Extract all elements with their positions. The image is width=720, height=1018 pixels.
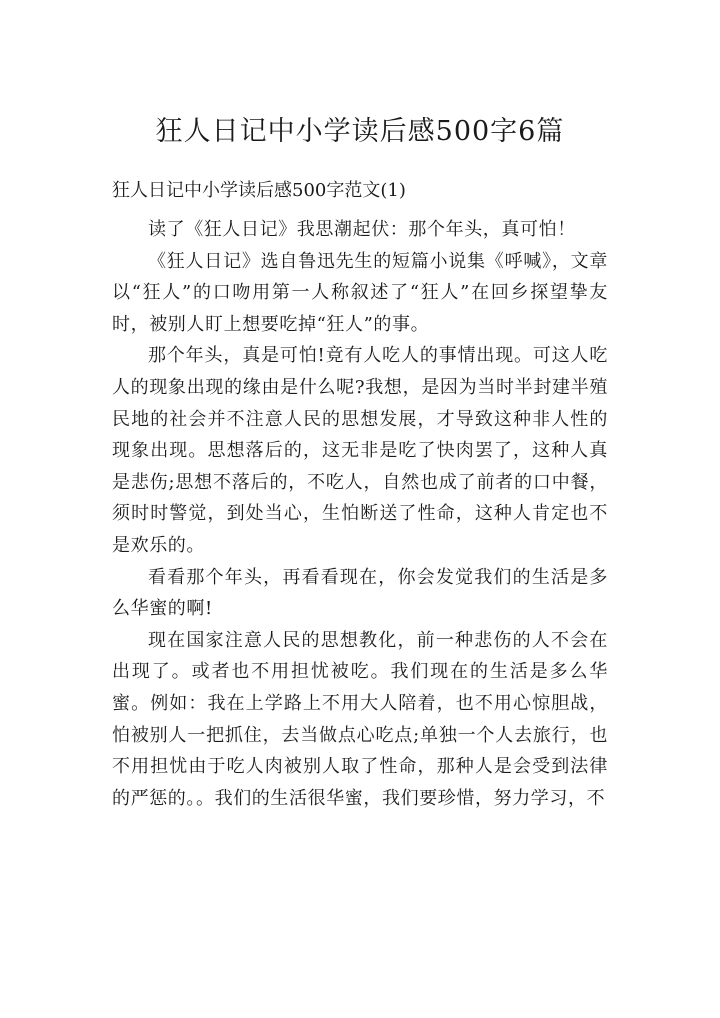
paragraph: 现在国家注意人民的思想教化，前一种悲伤的人不会在出现了。或者也不用担忧被吃。我们现在的生活是多么华蜜。例如：我在上学路上不用大人陪着，也不用心惊胆战，怕被别人一把抓住，去当做点心吃点;单独一个人去旅行，也不用担忧由于吃人肉被别人取了性命，那种人是会受到法律的严惩的。。我们的生活很华蜜，我们要珍惜，努力学习，不 xyxy=(112,629,608,809)
paragraph: 那个年头，真是可怕!竟有人吃人的事情出现。可这人吃人的现象出现的缘由是什么呢?我想，是因为当时半封建半殖民地的社会并不注意人民的思想发展，才导致这种非人性的现象出现。思想落后的，这无非是吃了快肉罢了，这种人真是悲伤;思想不落后的，不吃人，自然也成了前者的口中餐，须时时警觉，到处当心，生怕断送了性命，这种人肯定也不是欢乐的。 xyxy=(112,345,608,556)
document-body xyxy=(112,214,608,814)
paragraph: 看看那个年头，再看看现在，你会发觉我们的生活是多么华蜜的啊! xyxy=(112,566,608,620)
paragraph: 读了《狂人日记》我思潮起伏：那个年头，真可怕！ xyxy=(148,219,576,240)
document-subtitle: 狂人日记中小学读后感500字范文(1) xyxy=(112,180,406,201)
document-title: 狂人日记中小学读后感500字6篇 xyxy=(155,116,565,147)
paragraph: 《狂人日记》选自鲁迅先生的短篇小说集《呼喊》，文章以“狂人”的口吻用第一人称叙述了“狂人”在回乡探望挚友时，被别人盯上想要吃掉“狂人”的事。 xyxy=(112,250,608,335)
